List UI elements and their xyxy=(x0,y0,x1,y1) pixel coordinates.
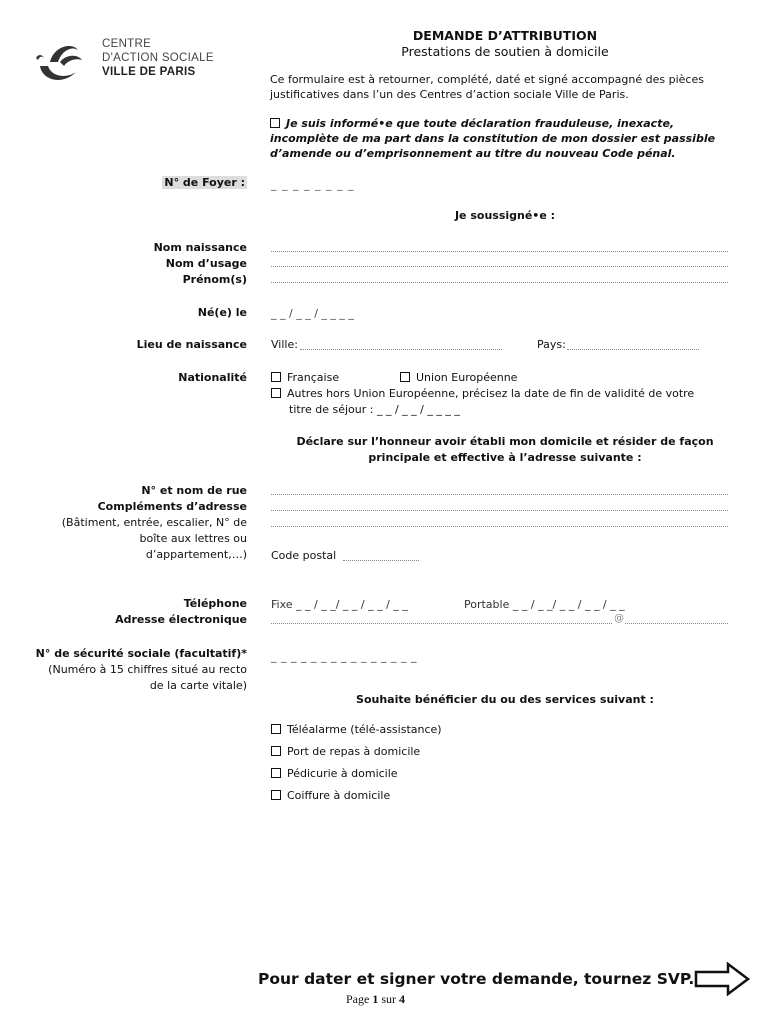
hors-ue-checkbox[interactable] xyxy=(271,388,281,398)
logo-line-2: D'ACTION SOCIALE xyxy=(102,52,214,64)
declare-line-2: principale et effective à l’adresse suivante : xyxy=(368,451,642,464)
complements-field-2[interactable] xyxy=(271,526,728,527)
code-postal-label: Code postal xyxy=(271,549,337,562)
soussigne-heading: Je soussigné•e : xyxy=(454,209,556,222)
logo-line-3: VILLE DE PARIS xyxy=(102,66,196,78)
address-detail-2: boîte aux lettres ou xyxy=(139,532,247,545)
services-heading: Souhaite bénéficier du ou des services suivant : xyxy=(356,693,654,706)
portable-field[interactable]: Portable _ _ / _ _/ _ _ / _ _ / _ _ xyxy=(464,598,625,611)
prenom-field[interactable] xyxy=(271,282,728,283)
service-pedicurie[interactable] xyxy=(271,767,398,780)
footer-instruction: Pour dater et signer votre demande, tournez SVP. xyxy=(258,970,695,988)
foyer-label: N° de Foyer : xyxy=(164,176,245,189)
code-postal-field[interactable] xyxy=(343,560,419,561)
option-francaise[interactable] xyxy=(271,371,339,384)
email-label: Adresse électronique xyxy=(115,613,247,626)
ue-checkbox[interactable] xyxy=(400,372,410,382)
intro-text: Ce formulaire est à retourner, complété, daté et signé accompagné des pièces justificatives dans l’un des Centres d’action sociale Ville de Paris. xyxy=(270,73,704,101)
ville-label: Ville: xyxy=(271,338,298,351)
rue-field[interactable] xyxy=(271,494,728,495)
rue-label: N° et nom de rue xyxy=(141,484,247,497)
service-checkbox[interactable] xyxy=(271,724,281,734)
page-mid: sur xyxy=(378,992,399,1006)
complements-field-1[interactable] xyxy=(271,510,728,511)
ville-de-paris-logo-icon xyxy=(32,36,92,88)
titre-sejour-field[interactable]: titre de séjour : _ _ / _ _ / _ _ _ _ xyxy=(289,403,460,416)
nom-naissance-field[interactable] xyxy=(271,251,728,252)
form-title: DEMANDE D’ATTRIBUTION xyxy=(412,28,598,43)
nom-usage-field[interactable] xyxy=(271,266,728,267)
francaise-label: Française xyxy=(287,371,340,384)
nom-usage-label: Nom d’usage xyxy=(165,257,247,270)
declare-line-1: Déclare sur l’honneur avoir établi mon domicile et résider de façon xyxy=(296,435,714,448)
ville-field[interactable] xyxy=(300,349,502,350)
logo-line-1: CENTRE xyxy=(102,38,152,50)
secu-label: N° de sécurité sociale (facultatif)* xyxy=(35,647,247,660)
option-hors-ue[interactable] xyxy=(271,387,694,400)
page-prefix: Page xyxy=(346,992,373,1006)
arrow-right-icon xyxy=(694,962,750,996)
hors-ue-label: Autres hors Union Européenne, précisez la date de fin de validité de votre xyxy=(287,387,695,400)
option-ue[interactable] xyxy=(400,371,517,384)
pays-field[interactable] xyxy=(567,349,699,350)
birthplace-label: Lieu de naissance xyxy=(136,338,247,351)
service-checkbox[interactable] xyxy=(271,790,281,800)
nationality-label: Nationalité xyxy=(178,371,247,384)
address-detail-3: d’appartement,…) xyxy=(145,548,247,561)
birth-date-label: Né(e) le xyxy=(197,306,247,319)
page-total: 4 xyxy=(399,992,405,1006)
service-checkbox[interactable] xyxy=(271,768,281,778)
warning-text: Je suis informé•e que toute déclaration frauduleuse, inexacte, incomplète de ma part dans la constitution de mon dossier est passible d’amende ou d’emprisonnement au titre du nouveau Code pénal. xyxy=(270,117,716,160)
page-number xyxy=(346,992,405,1007)
foyer-field[interactable]: _ _ _ _ _ _ _ _ xyxy=(271,178,355,191)
form-subtitle: Prestations de soutien à domicile xyxy=(401,44,609,59)
page-current: 1 xyxy=(372,992,379,1006)
service-coiffure[interactable] xyxy=(271,789,390,802)
secu-note-1: (Numéro à 15 chiffres situé au recto xyxy=(48,663,247,676)
nom-naissance-label: Nom naissance xyxy=(153,241,247,254)
email-field[interactable] xyxy=(271,623,728,624)
complements-label: Compléments d’adresse xyxy=(97,500,247,513)
fixe-field[interactable]: Fixe _ _ / _ _/ _ _ / _ _ / _ _ xyxy=(271,598,408,611)
ue-label: Union Européenne xyxy=(416,371,518,384)
warning-checkbox[interactable] xyxy=(270,118,280,128)
service-label: Port de repas à domicile xyxy=(287,745,421,758)
address-detail-1: (Bâtiment, entrée, escalier, N° de xyxy=(61,516,247,529)
warning-statement xyxy=(270,116,740,161)
pays-label: Pays: xyxy=(537,338,566,351)
service-telealarme[interactable] xyxy=(271,723,442,736)
birth-date-field[interactable]: _ _ / _ _ / _ _ _ _ xyxy=(271,307,354,320)
service-label: Téléalarme (télé-assistance) xyxy=(287,723,442,736)
service-repas[interactable] xyxy=(271,745,420,758)
at-sign: @ xyxy=(614,613,624,624)
service-checkbox[interactable] xyxy=(271,746,281,756)
francaise-checkbox[interactable] xyxy=(271,372,281,382)
telephone-label: Téléphone xyxy=(183,597,247,610)
logo xyxy=(32,32,232,88)
secu-field[interactable]: _ _ _ _ _ _ _ _ _ _ _ _ _ _ _ xyxy=(271,650,417,663)
service-label: Coiffure à domicile xyxy=(287,789,391,802)
secu-note-2: de la carte vitale) xyxy=(149,679,247,692)
prenom-label: Prénom(s) xyxy=(182,273,247,286)
service-label: Pédicurie à domicile xyxy=(287,767,398,780)
